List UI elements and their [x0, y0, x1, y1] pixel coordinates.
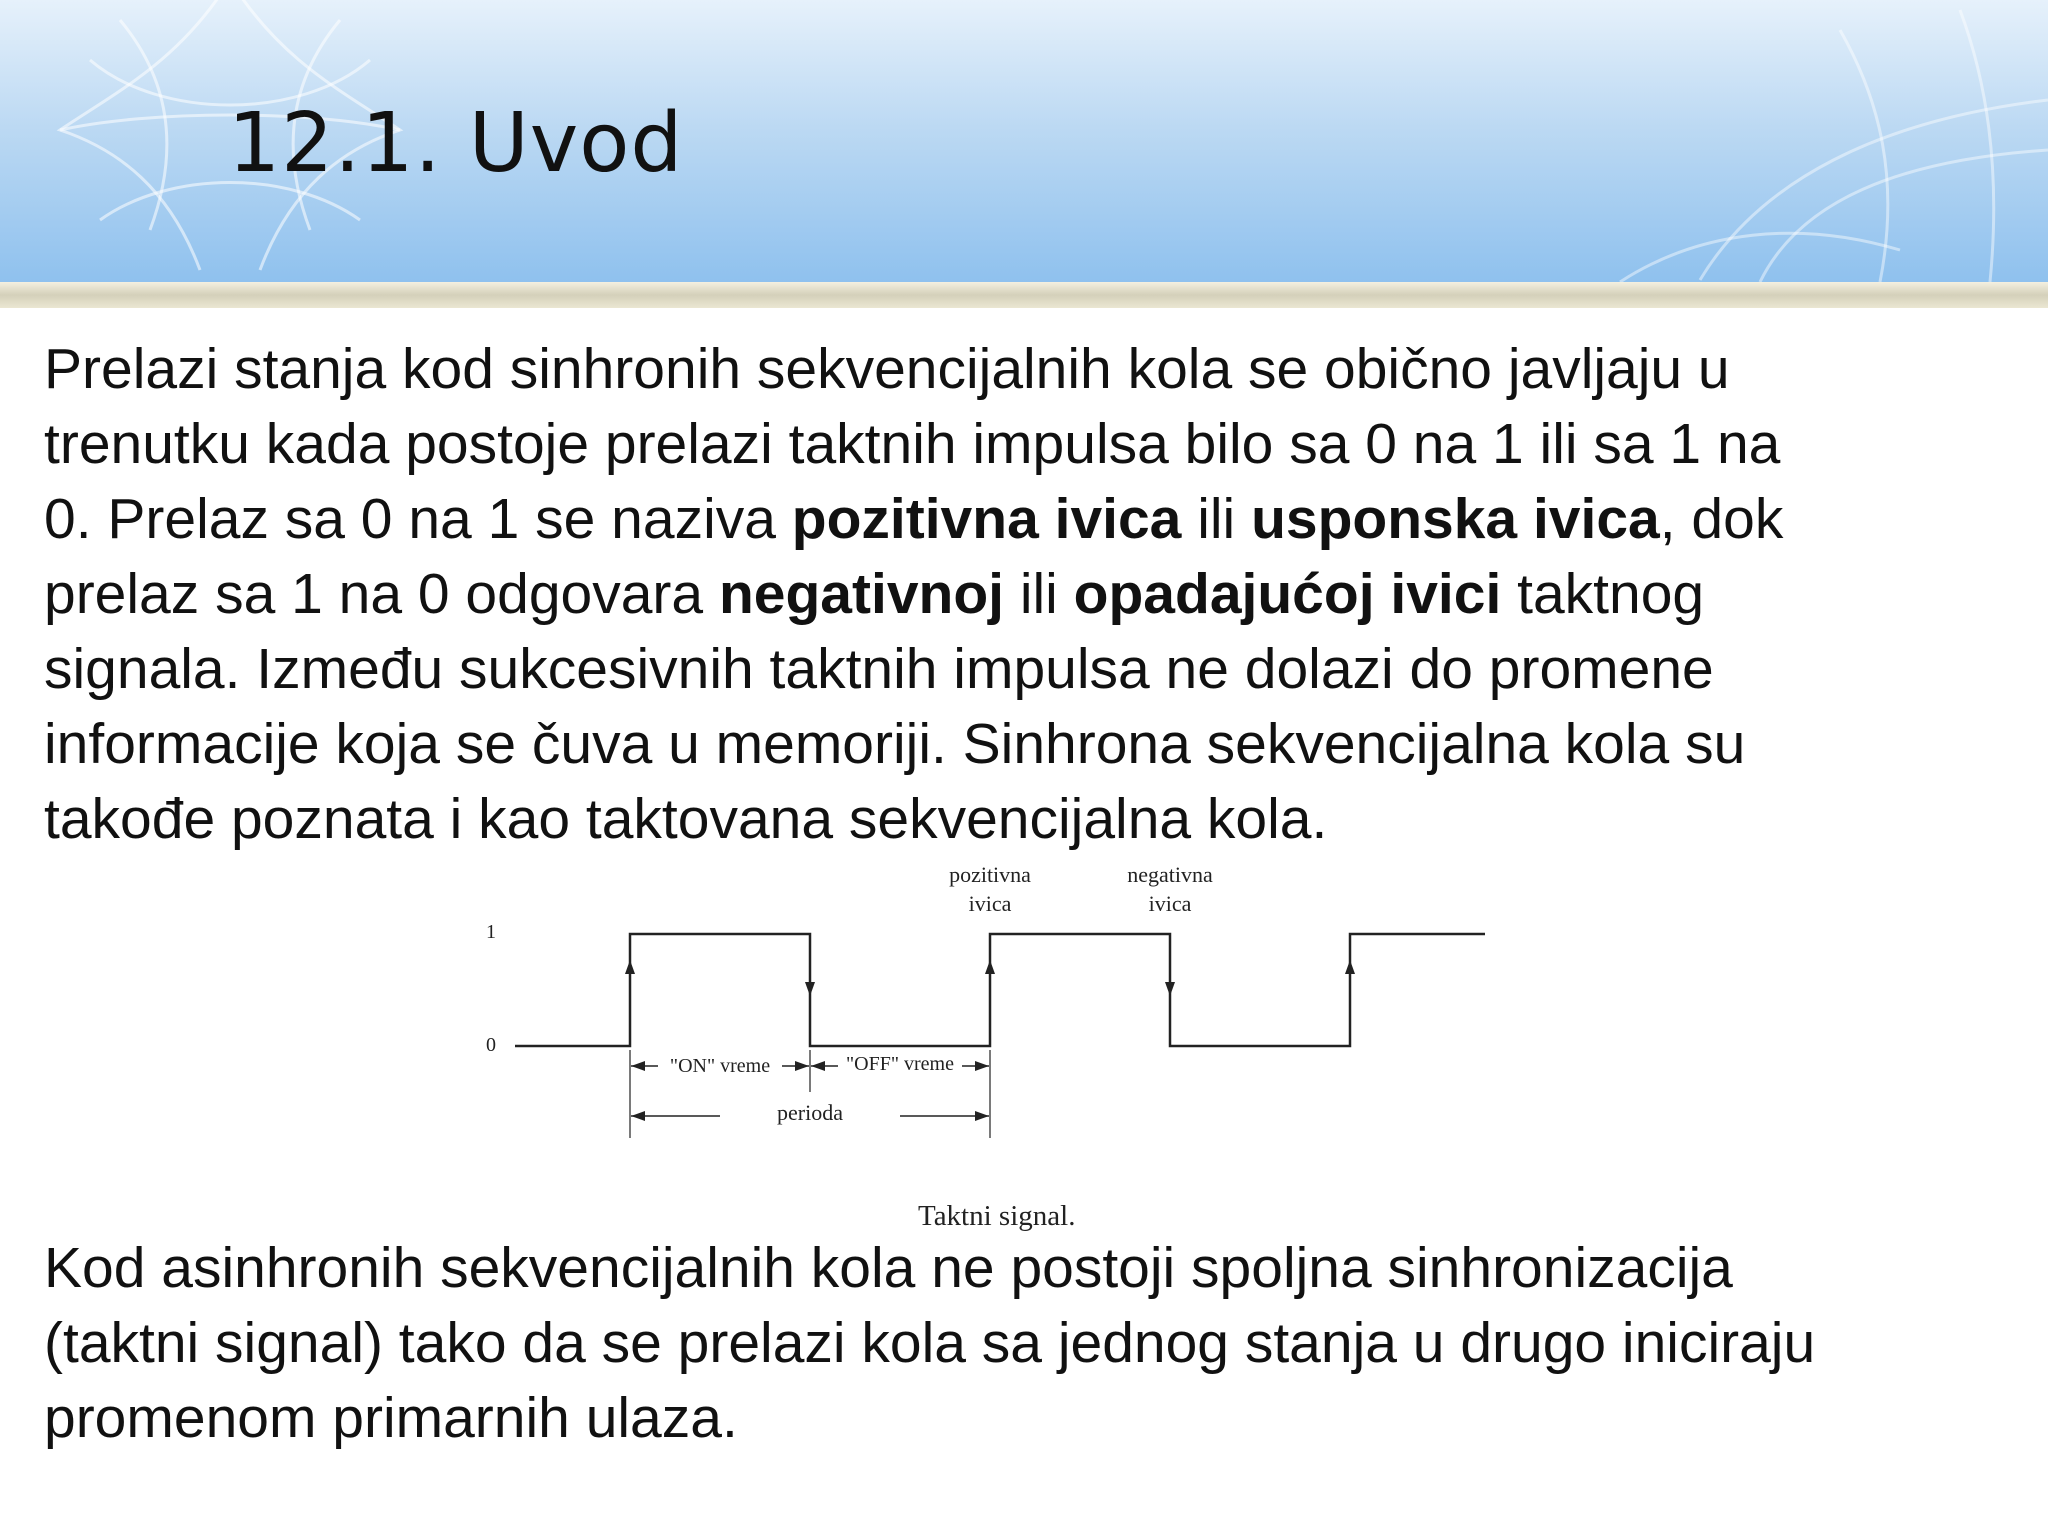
- paragraph-line: [44, 1311, 1815, 1375]
- async-paragraph: [44, 1231, 2024, 1456]
- paragraph-line: [44, 637, 1714, 701]
- text-run: , dok: [1659, 487, 1784, 551]
- negative-edge-label-line1: negativna: [1127, 862, 1213, 887]
- clock-waveform: [515, 934, 1485, 1046]
- text-run: takođe poznata i kao taktovana sekvencijalna kola.: [44, 787, 1328, 851]
- text-run: Kod asinhronih sekvencijalnih kola ne postoji spoljna sinhronizacija: [44, 1236, 1733, 1300]
- negative-edge-label-line2: ivica: [1148, 891, 1192, 916]
- paragraph-line: [44, 487, 1783, 551]
- period-label: perioda: [777, 1100, 843, 1125]
- header-divider: [0, 282, 2048, 308]
- level-low-label: 0: [486, 1034, 496, 1056]
- text-run: taktnog: [1501, 562, 1705, 626]
- text-run: prelaz sa 1 na 0 odgovara: [44, 562, 719, 626]
- text-run: Prelazi stanja kod sinhronih sekvencijalnih kola se obično javljaju u: [44, 337, 1730, 401]
- off-time-label: "OFF" vreme: [846, 1053, 954, 1075]
- paragraph-line: [44, 1236, 1733, 1300]
- paragraph-line: [44, 787, 1327, 851]
- paragraph-line: [44, 712, 1745, 776]
- on-time-label: "ON" vreme: [669, 1055, 771, 1077]
- clock-signal-diagram: [480, 860, 1520, 1190]
- level-high-label: 1: [486, 921, 496, 943]
- bold-term: opadajućoj ivici: [1073, 562, 1502, 626]
- slide-header: [0, 0, 2048, 282]
- positive-edge-label-line1: pozitivna: [949, 862, 1031, 887]
- paragraph-line: [44, 562, 1704, 626]
- slide-title: 12.1. Uvod: [228, 96, 684, 191]
- text-run: promenom primarnih ulaza.: [44, 1386, 738, 1450]
- paragraph-line: [44, 337, 1730, 401]
- text-run: ili: [1004, 562, 1074, 626]
- paragraph-line: [44, 1386, 738, 1450]
- bold-term: negativnoj: [718, 562, 1004, 626]
- diagram-caption: Taktni signal.: [918, 1200, 1076, 1232]
- intro-paragraph: [44, 332, 2024, 857]
- text-run: trenutku kada postoje prelazi taktnih impulsa bilo sa 0 na 1 ili sa 1 na: [44, 412, 1781, 476]
- paragraph-line: [44, 412, 1780, 476]
- text-run: signala. Između sukcesivnih taktnih impulsa ne dolazi do promene: [44, 637, 1714, 701]
- positive-edge-label-line2: ivica: [968, 891, 1012, 916]
- text-run: (taktni signal) tako da se prelazi kola sa jednog stanja u drugo iniciraju: [44, 1311, 1816, 1375]
- text-run: 0. Prelaz sa 0 na 1 se naziva: [44, 487, 792, 551]
- bold-term: usponska ivica: [1251, 487, 1660, 551]
- text-run: informacije koja se čuva u memoriji. Sinhrona sekvencijalna kola su: [44, 712, 1746, 776]
- text-run: ili: [1181, 487, 1252, 551]
- bold-term: pozitivna ivica: [791, 487, 1182, 551]
